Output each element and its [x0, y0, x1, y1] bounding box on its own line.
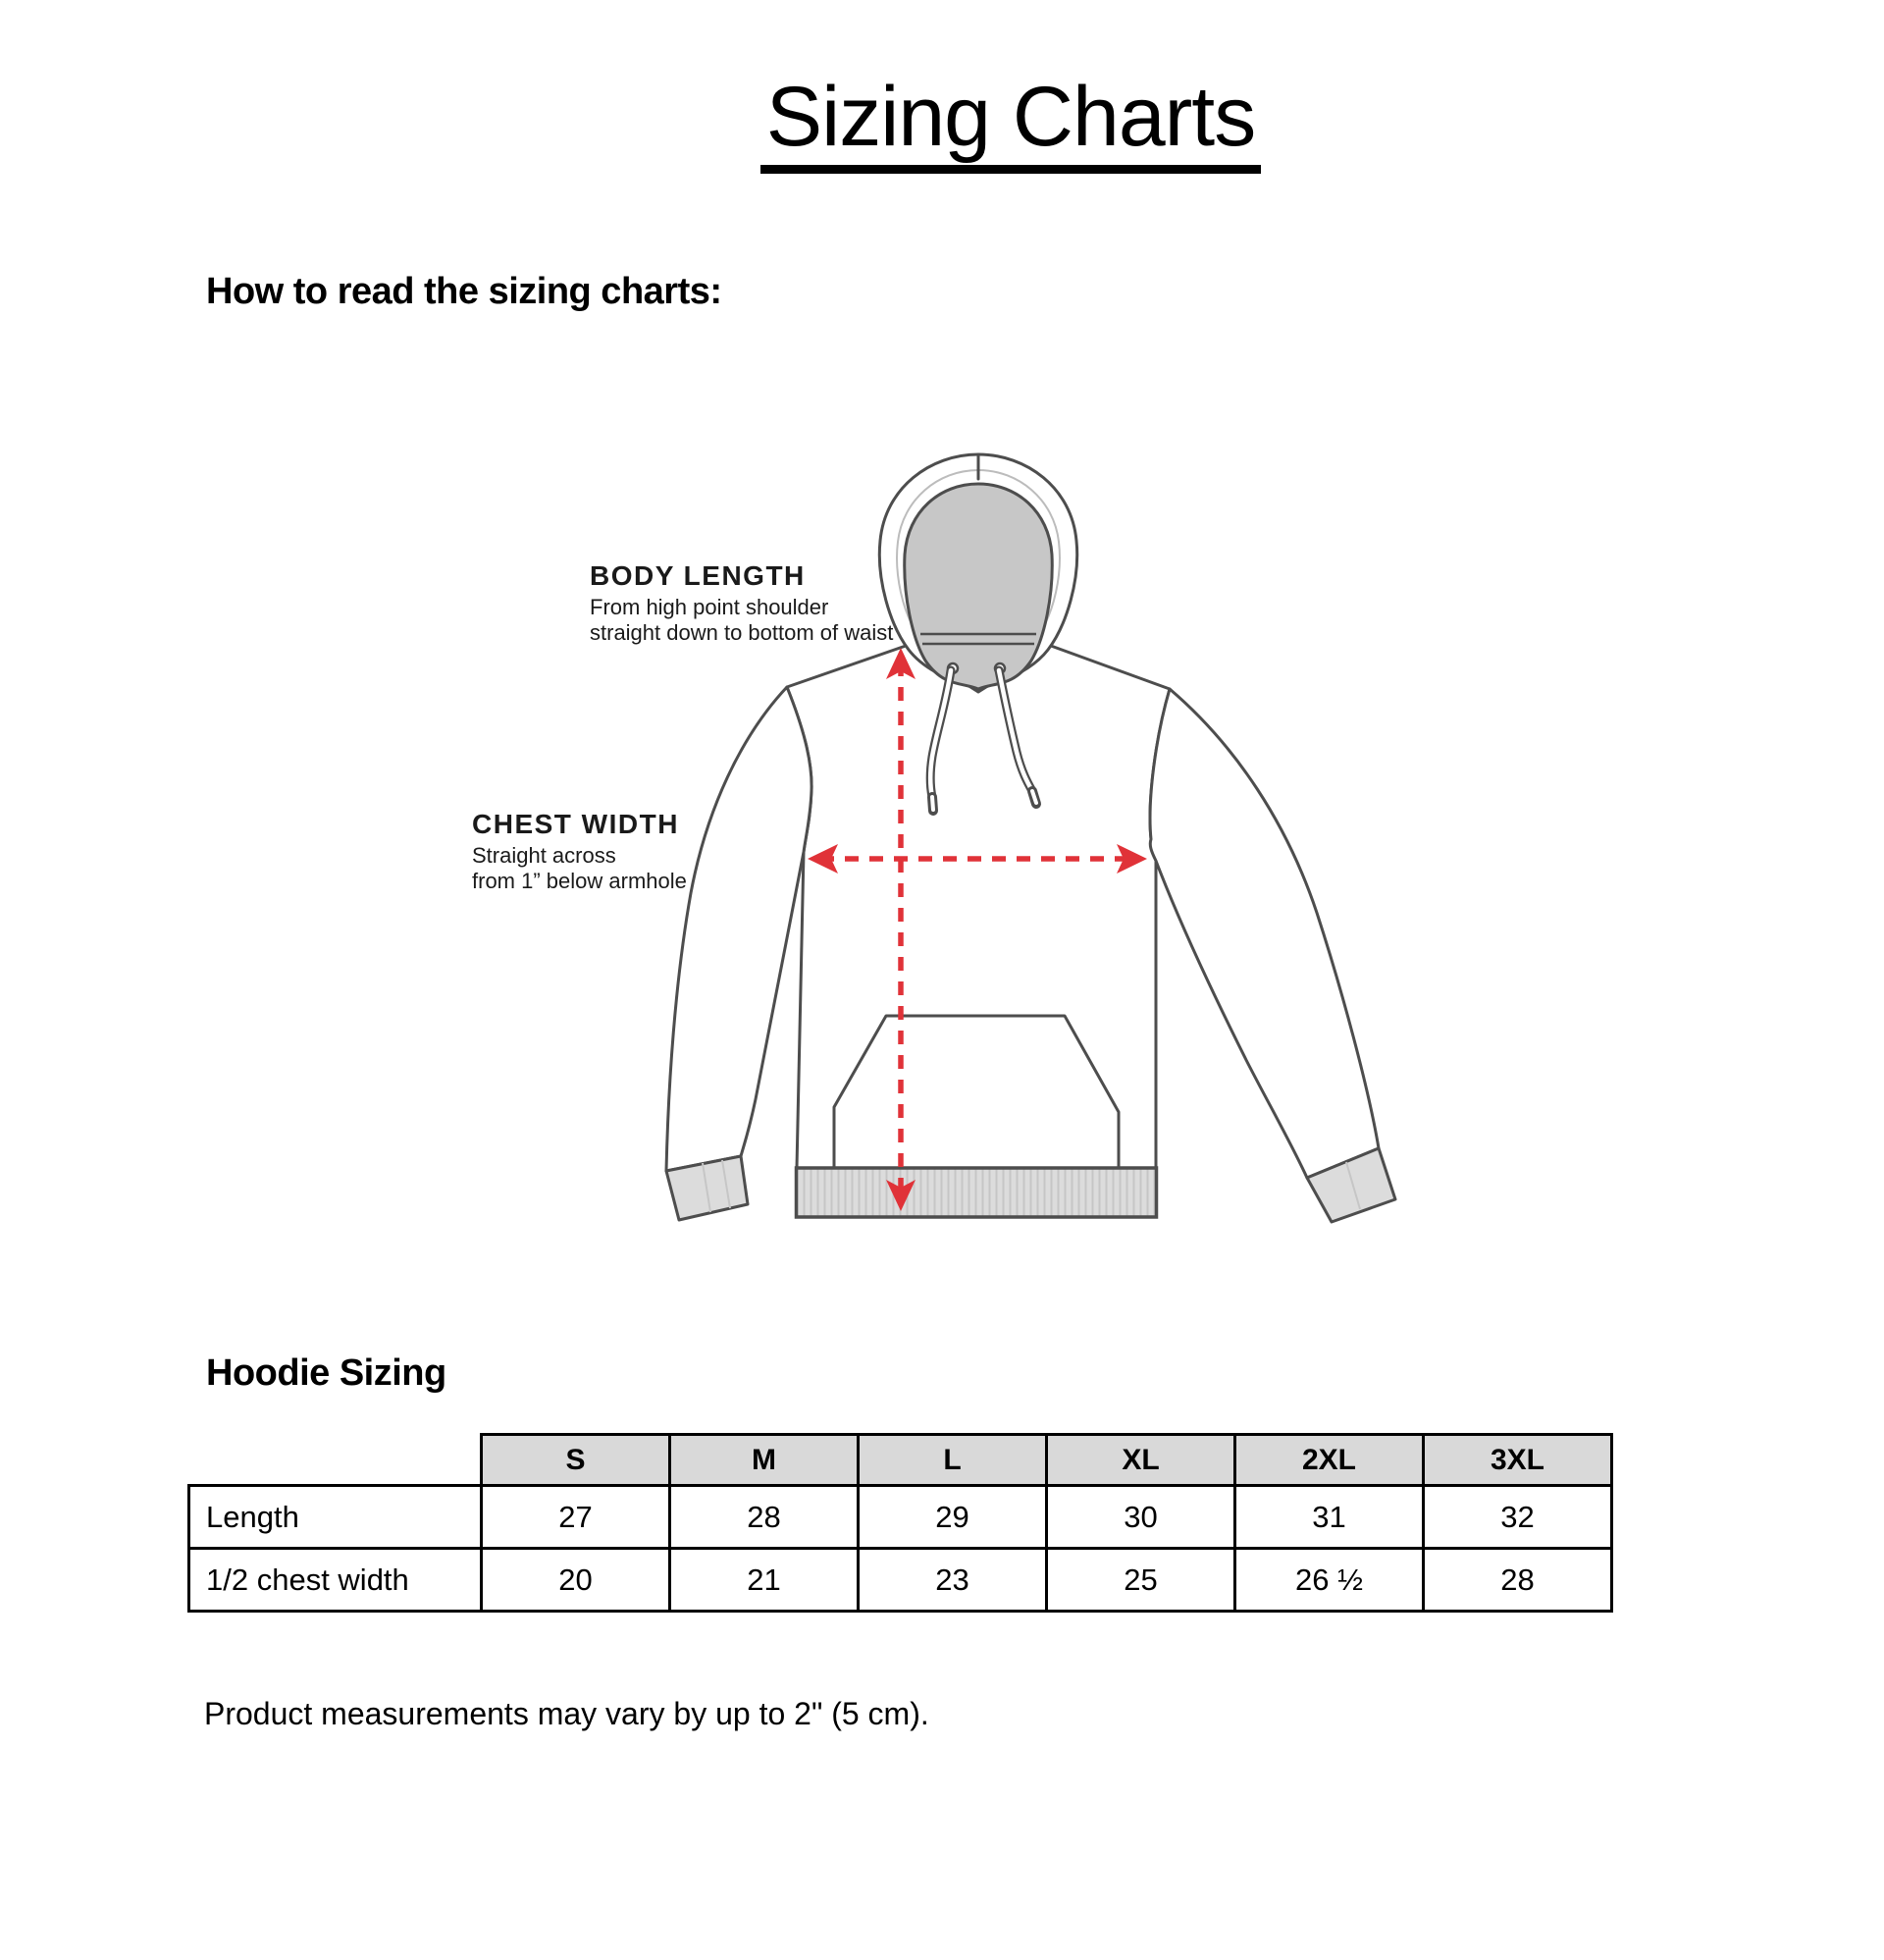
chest-width-label: CHEST WIDTH: [472, 809, 679, 839]
length-value-l: 29: [859, 1486, 1047, 1549]
length-value-2xl: 31: [1235, 1486, 1424, 1549]
body-length-desc-line2: straight down to bottom of waist: [590, 620, 894, 645]
page-title: [618, 70, 1403, 174]
hoodie-right-sleeve: [1150, 689, 1379, 1178]
chest-width-desc-line2: from 1” below armhole: [472, 869, 687, 893]
table-row-chest-width: [189, 1549, 1612, 1612]
table-row-length: [189, 1486, 1612, 1549]
page-title-text: Sizing Charts: [760, 73, 1261, 174]
hoodie-sizing-heading: Hoodie Sizing: [206, 1352, 446, 1394]
size-col-header-m: M: [670, 1435, 859, 1486]
length-value-xl: 30: [1047, 1486, 1235, 1549]
size-col-header-xl: XL: [1047, 1435, 1235, 1486]
how-to-read-heading: How to read the sizing charts:: [206, 271, 722, 312]
chest-value-3xl: 28: [1424, 1549, 1612, 1612]
chest-value-2xl: 26 ½: [1235, 1549, 1424, 1612]
chest-value-xl: 25: [1047, 1549, 1235, 1612]
chest-value-m: 21: [670, 1549, 859, 1612]
row-label-chest-width: 1/2 chest width: [189, 1549, 482, 1612]
hoodie-diagram: [608, 447, 1413, 1281]
table-corner-spacer: [189, 1435, 482, 1486]
chest-value-s: 20: [482, 1549, 670, 1612]
length-value-m: 28: [670, 1486, 859, 1549]
hoodie-waistband: [797, 1168, 1157, 1217]
chest-width-desc-line1: Straight across: [472, 843, 616, 868]
body-length-label: BODY LENGTH: [590, 560, 806, 591]
size-col-header-3xl: 3XL: [1424, 1435, 1612, 1486]
row-label-length: Length: [189, 1486, 482, 1549]
length-value-3xl: 32: [1424, 1486, 1612, 1549]
chest-value-l: 23: [859, 1549, 1047, 1612]
hoodie-sizing-table: [187, 1433, 1613, 1613]
hood-opening: [905, 484, 1053, 689]
size-col-header-l: L: [859, 1435, 1047, 1486]
body-length-desc-line1: From high point shoulder: [590, 595, 829, 619]
length-value-s: 27: [482, 1486, 670, 1549]
measurement-disclaimer: Product measurements may vary by up to 2" (5 cm).: [204, 1696, 929, 1731]
hoodie-left-sleeve: [666, 687, 811, 1171]
table-header-row: [189, 1435, 1612, 1486]
size-col-header-2xl: 2XL: [1235, 1435, 1424, 1486]
size-col-header-s: S: [482, 1435, 670, 1486]
